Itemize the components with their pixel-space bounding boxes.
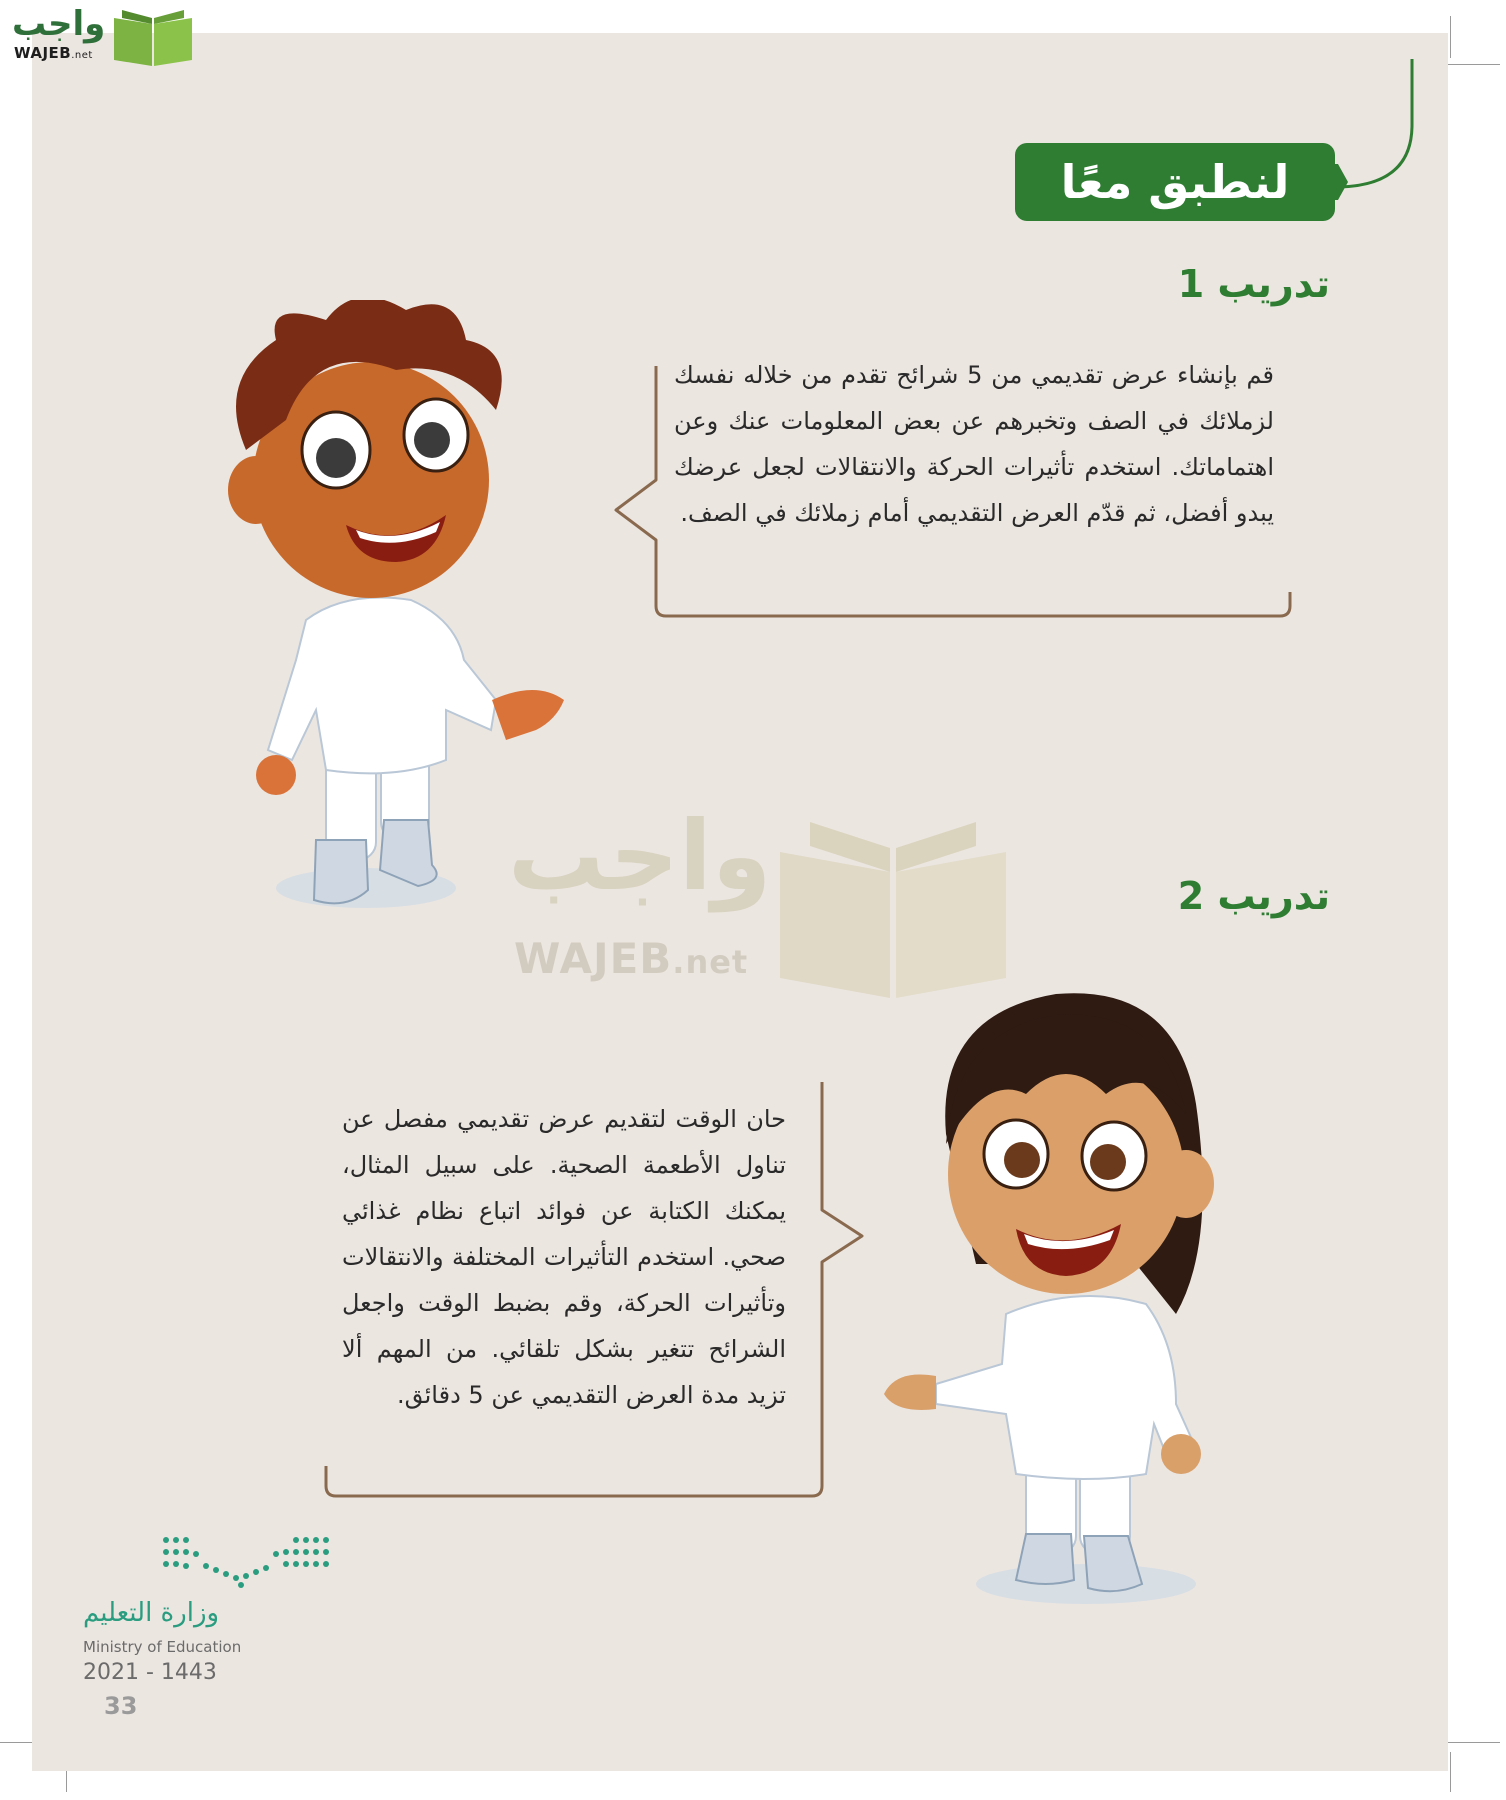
exercise-1-title: تدريب 1 <box>1177 262 1330 306</box>
page-number: 33 <box>104 1692 138 1720</box>
section-title: لنطبق معًا <box>1015 143 1335 221</box>
watermark-book-icon <box>780 822 1006 1002</box>
academic-year: 2021 - 1443 <box>83 1660 217 1685</box>
book-icon <box>108 6 198 68</box>
brand-logo-arabic: واجب <box>12 4 106 44</box>
watermark-english: WAJEB.net <box>514 934 749 983</box>
brand-logo[interactable] <box>8 4 194 68</box>
watermark-arabic: واجب <box>508 800 772 912</box>
exercise-1-text: قم بإنشاء عرض تقديمي من 5 شرائح تقدم من خلاله نفسك لزملائك في الصف وتخبرهم عن بعض المعلومات عنك وعن اهتماماتك. استخدم تأثيرات الحركة والانتقالات لجعل عرضك يبدو أفضل، ثم قدّم العرض التقديمي أمام زملائك في الصف. <box>674 361 1275 527</box>
exercise-2-text: حان الوقت لتقديم عرض تقديمي مفصل عن تناول الأطعمة الصحية. على سبيل المثال، يمكنك الكتابة عن فوائد اتباع نظام غذائي صحي. استخدم التأثيرات المختلفة والانتقالات وتأثيرات الحركة، وقم بضبط الوقت واجعل الشرائح تتغير بشكل تلقائي. من المهم ألا تزيد مدة العرض التقديمي عن 5 دقائق. <box>342 1105 786 1409</box>
ministry-name-arabic: وزارة التعليم <box>83 1598 220 1628</box>
ministry-name-english: Ministry of Education <box>83 1638 242 1656</box>
exercise-2-title: تدريب 2 <box>1177 874 1330 918</box>
watermark <box>508 800 1008 1002</box>
crop-mark <box>1448 64 1500 65</box>
brand-logo-english: WAJEB.net <box>14 44 93 62</box>
crop-mark <box>1448 1742 1500 1743</box>
crop-mark <box>1450 16 1451 58</box>
girl-character-illustration <box>876 984 1296 1624</box>
ministry-logo-icon <box>156 1532 332 1588</box>
crop-mark <box>1450 1752 1451 1792</box>
